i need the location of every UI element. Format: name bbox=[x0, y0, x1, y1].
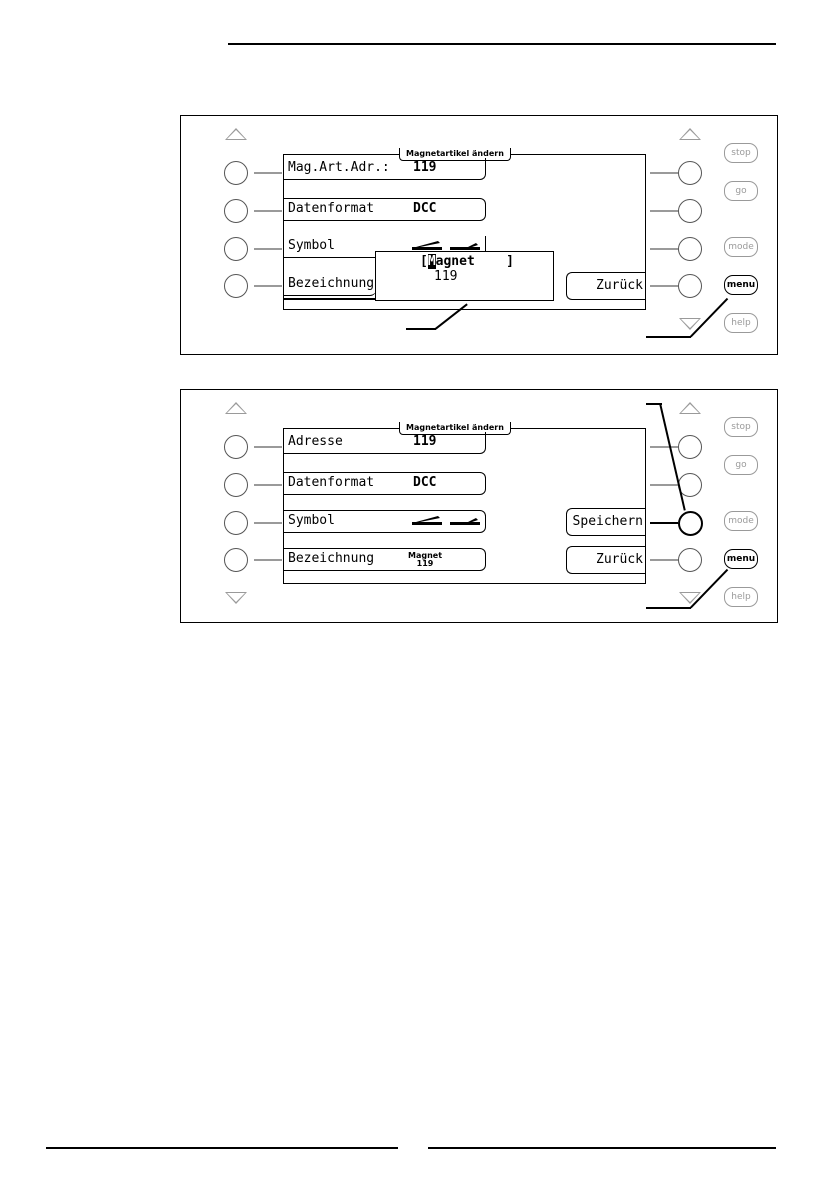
field-address[interactable] bbox=[284, 432, 486, 454]
turnout-symbol-icon bbox=[450, 514, 480, 526]
left-tick-4 bbox=[254, 559, 282, 561]
bracket-open: [ bbox=[420, 254, 428, 269]
triangle-down-icon[interactable] bbox=[225, 592, 247, 604]
left-tick-3 bbox=[254, 248, 282, 250]
field-value: DCC bbox=[413, 201, 437, 216]
right-knob-4[interactable] bbox=[678, 274, 702, 298]
field-value: 119 bbox=[413, 434, 437, 449]
turnout-symbol-icon bbox=[412, 239, 442, 251]
field-label: Symbol bbox=[288, 513, 335, 528]
field-dataformat[interactable] bbox=[284, 472, 486, 495]
left-tick-4 bbox=[254, 285, 282, 287]
field-dataformat[interactable] bbox=[284, 198, 486, 221]
triangle-up-icon[interactable] bbox=[679, 128, 701, 140]
name-padding bbox=[475, 254, 506, 269]
text-cursor: M bbox=[427, 254, 436, 269]
speichern-label: Speichern bbox=[572, 514, 643, 529]
right-tick-3 bbox=[650, 248, 678, 250]
name-edit-number: 119 bbox=[434, 269, 458, 284]
field-name[interactable] bbox=[284, 274, 376, 296]
callout-line-popup bbox=[406, 328, 436, 330]
bottom-rule-left bbox=[46, 1147, 398, 1149]
zurueck-button[interactable] bbox=[566, 546, 645, 574]
zurueck-button[interactable] bbox=[566, 272, 645, 300]
mode-button[interactable]: mode bbox=[724, 511, 758, 531]
field-symbol[interactable] bbox=[284, 510, 486, 533]
stop-button[interactable]: stop bbox=[724, 417, 758, 437]
field-name[interactable] bbox=[284, 548, 486, 571]
triangle-up-icon[interactable] bbox=[225, 402, 247, 414]
device-panel-2 bbox=[180, 389, 778, 623]
right-tick-4 bbox=[650, 559, 678, 561]
name-text: agnet bbox=[435, 254, 475, 269]
right-tick-1 bbox=[650, 172, 678, 174]
left-knob-1[interactable] bbox=[224, 435, 248, 459]
help-button[interactable]: help bbox=[724, 313, 758, 333]
right-tick-2 bbox=[650, 210, 678, 212]
name-line-1: Magnet bbox=[407, 551, 443, 560]
right-tick-4 bbox=[650, 285, 678, 287]
field-label: Bezeichnung bbox=[288, 551, 375, 566]
turnout-symbol-icon bbox=[412, 514, 442, 526]
menu-button[interactable]: menu bbox=[724, 549, 758, 569]
callout-line-speichern-diag bbox=[660, 403, 686, 511]
go-button[interactable]: go bbox=[724, 455, 758, 475]
name-edit-popup[interactable] bbox=[375, 251, 554, 301]
left-knob-1[interactable] bbox=[224, 161, 248, 185]
right-tick-1 bbox=[650, 446, 678, 448]
right-tick-3 bbox=[650, 522, 678, 524]
left-tick-2 bbox=[254, 484, 282, 486]
right-knob-3[interactable] bbox=[678, 511, 703, 536]
left-knob-2[interactable] bbox=[224, 199, 248, 223]
field-label: Mag.Art.Adr.: bbox=[288, 160, 390, 175]
help-button[interactable]: help bbox=[724, 587, 758, 607]
screen-title: Magnetartikel ändern bbox=[399, 422, 511, 435]
bottom-rule-right bbox=[428, 1147, 776, 1149]
left-knob-4[interactable] bbox=[224, 274, 248, 298]
name-edit-line[interactable] bbox=[420, 254, 514, 269]
left-tick-1 bbox=[254, 172, 282, 174]
triangle-up-icon[interactable] bbox=[225, 128, 247, 140]
left-knob-2[interactable] bbox=[224, 473, 248, 497]
turnout-symbol-icon bbox=[450, 239, 480, 251]
right-tick-2 bbox=[650, 484, 678, 486]
left-knob-4[interactable] bbox=[224, 548, 248, 572]
triangle-up-icon[interactable] bbox=[679, 402, 701, 414]
right-knob-1[interactable] bbox=[678, 435, 702, 459]
left-knob-3[interactable] bbox=[224, 237, 248, 261]
right-knob-2[interactable] bbox=[678, 199, 702, 223]
field-label: Datenformat bbox=[288, 475, 375, 490]
left-tick-2 bbox=[254, 210, 282, 212]
right-knob-3[interactable] bbox=[678, 237, 702, 261]
callout-line-menu bbox=[646, 607, 691, 609]
left-tick-3 bbox=[254, 522, 282, 524]
lcd-screen-1 bbox=[283, 149, 646, 310]
left-tick-1 bbox=[254, 446, 282, 448]
field-value: 119 bbox=[413, 160, 437, 175]
right-knob-4[interactable] bbox=[678, 548, 702, 572]
field-label: Datenformat bbox=[288, 201, 375, 216]
callout-line-menu-diag bbox=[690, 569, 728, 608]
right-knob-1[interactable] bbox=[678, 161, 702, 185]
mode-button[interactable]: mode bbox=[724, 237, 758, 257]
bracket-close: ] bbox=[506, 254, 514, 269]
name-line-2: 119 bbox=[416, 559, 434, 568]
selection-underline bbox=[284, 298, 375, 300]
callout-line-menu bbox=[646, 336, 691, 338]
left-knob-3[interactable] bbox=[224, 511, 248, 535]
lcd-screen-2 bbox=[283, 423, 646, 584]
field-value-name bbox=[406, 552, 444, 568]
zurueck-label: Zurück bbox=[596, 278, 643, 293]
screen-title: Magnetartikel ändern bbox=[399, 148, 511, 161]
field-label: Adresse bbox=[288, 434, 343, 449]
field-address[interactable] bbox=[284, 158, 486, 180]
top-rule bbox=[228, 43, 776, 45]
field-value: DCC bbox=[413, 475, 437, 490]
menu-button[interactable]: menu bbox=[724, 275, 758, 295]
field-label: Bezeichnung bbox=[288, 276, 375, 291]
device-panel-1 bbox=[180, 115, 778, 355]
go-button[interactable]: go bbox=[724, 181, 758, 201]
field-label: Symbol bbox=[288, 238, 335, 253]
stop-button[interactable]: stop bbox=[724, 143, 758, 163]
speichern-button[interactable] bbox=[566, 508, 645, 536]
zurueck-label: Zurück bbox=[596, 552, 643, 567]
